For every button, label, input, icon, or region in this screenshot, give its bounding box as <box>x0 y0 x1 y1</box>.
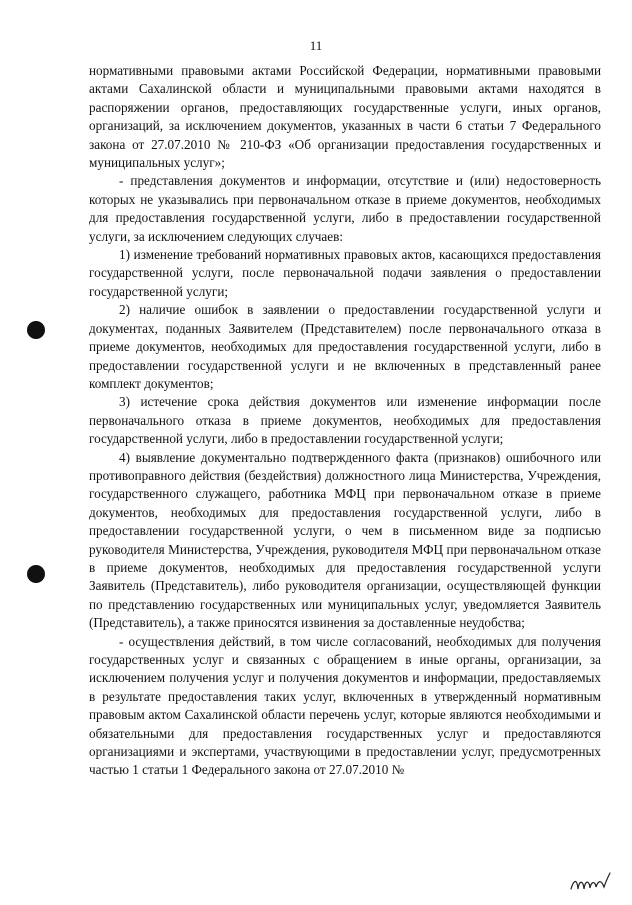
paragraph: 4) выявление документально подтвержденного факта (признаков) ошибочного или противоправного действия (бездействия) должностного лица Министерства, Учреждения, государственного служащего, работника МФЦ при первоначальном отказе в приеме документов, необходимых для предоставления государственной услуги, либо в предоставлении государственной услуги, о чем в письменном виде за подписью руководителя Министерства, Учреждения, руководителя МФЦ при первоначальном отказе в приеме документов, необходимых для предоставления государственной услуги Заявитель (Представитель), либо руководителя организации, осуществляющей функции по представлению государственных или муниципальных услуг, уведомляется Заявитель (Представитель), а также приносятся извинения за доставленные неудобства; <box>89 449 601 631</box>
document-body <box>89 62 601 780</box>
handwritten-initials <box>568 867 612 897</box>
punch-hole-mark <box>27 321 45 339</box>
paragraph: 2) наличие ошибок в заявлении о предоставлении государственной услуги и документах, поданных Заявителем (Представителем) после первоначального отказа в приеме документов, необходимых для предоставления государственной услуги, либо в предоставлении государственной услуги и не включенных в представленный ранее комплект документов; <box>89 302 601 391</box>
paragraph: нормативными правовыми актами Российской Федерации, нормативными правовыми актами Сахалинской области и муниципальными правовыми актами находятся в распоряжении органов, предоставляющих государственные услуги, иных органов, организаций, за исключением документов, указанных в части 6 статьи 7 Федерального закона от 27.07.2010 № 210-ФЗ «Об организации предоставления государственных и муниципальных услуг»; <box>89 63 601 171</box>
page-number: 11 <box>309 38 323 53</box>
punch-hole-mark <box>27 565 45 583</box>
paragraph: 1) изменение требований нормативных правовых актов, касающихся предоставления государственной услуги, после первоначальной подачи заявления о предоставлении государственной услуги; <box>89 247 601 299</box>
paragraph: - осуществления действий, в том числе согласований, необходимых для получения государственных услуг и связанных с обращением в иные органы, организации, за исключением получения услуг и получения документов и информации, предоставляемых в результате предоставления таких услуг, включенных в утвержденный нормативным правовым актом Сахалинской области перечень услуг, которые являются необходимыми и обязательными для предоставления государственных услуг и предоставляются организациями и экспертами, участвующими в предоставлении услуг, предусмотренных частью 1 статьи 1 Федерального закона от 27.07.2010 № <box>89 633 601 778</box>
paragraph: 3) истечение срока действия документов или изменение информации после первоначального отказа в приеме документов, необходимых для предоставления государственной услуги, либо в предоставлении государственной услуги; <box>89 394 601 447</box>
paragraph: - представления документов и информации, отсутствие и (или) недостоверность которых не указывались при первоначальном отказе в приеме документов, необходимых для предоставления государственной услуги, либо в предоставлении государственной услуги, за исключением следующих случаев: <box>89 173 601 244</box>
